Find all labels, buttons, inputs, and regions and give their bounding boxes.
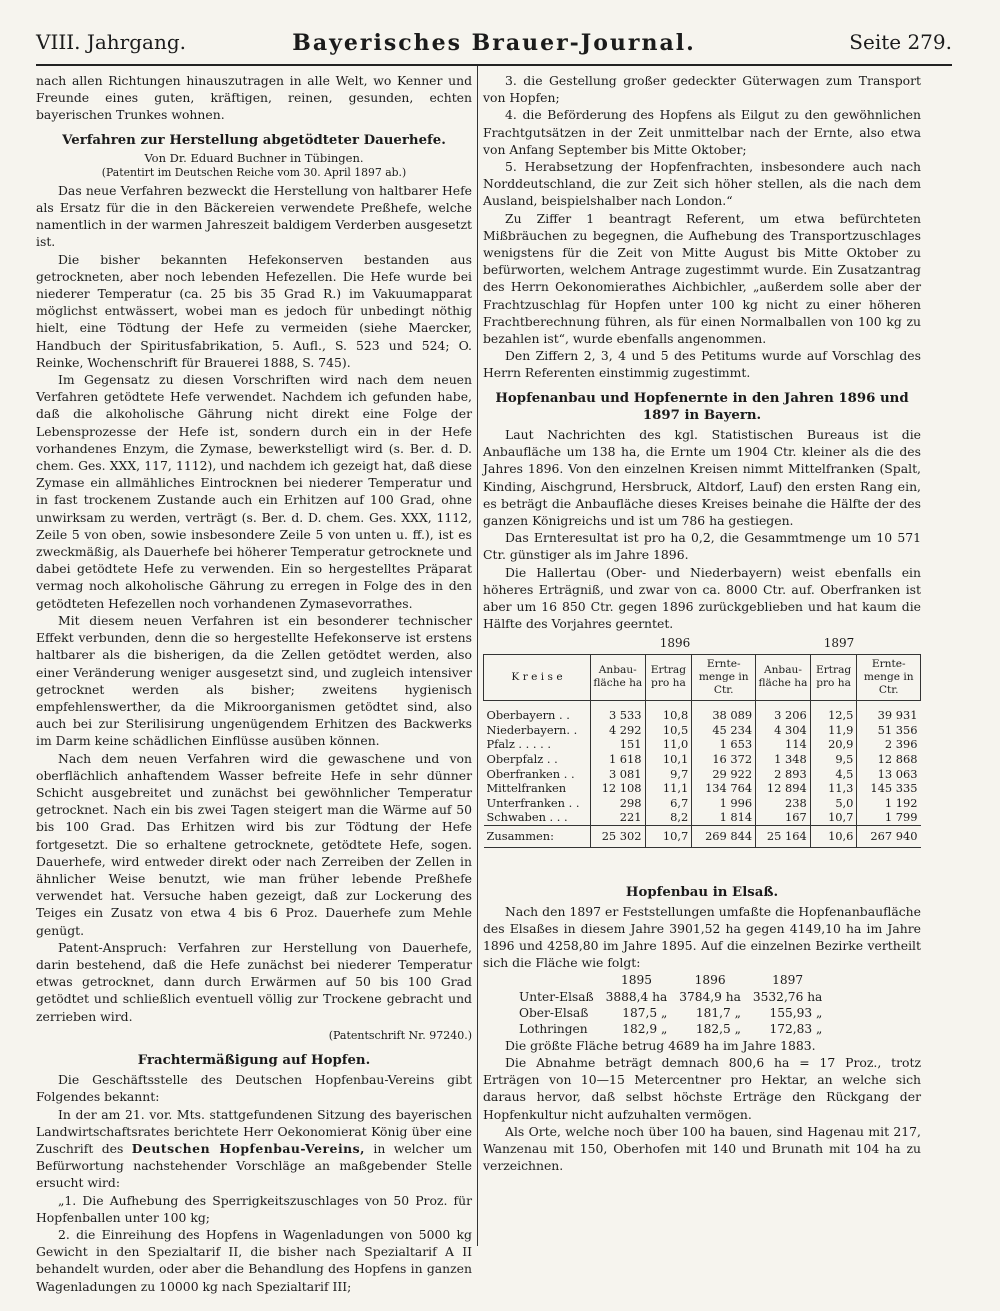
- column-header: Ernte-menge in Ctr.: [857, 654, 921, 700]
- table-cell: 38 089: [692, 708, 756, 723]
- paragraph: „1. Die Aufhebung des Sperrigkeitszuschlages von 50 Proz. für Hopfenballen unter 100 kg;: [36, 1192, 472, 1225]
- table-spacer-row: [484, 700, 921, 708]
- table-cell: 16 372: [692, 752, 756, 767]
- column-header: Anbau-fläche ha: [756, 654, 811, 700]
- table-cell: 9,5: [810, 752, 857, 767]
- table-row: [484, 781, 921, 796]
- table-cell: 5,0: [810, 796, 857, 811]
- paragraph: Im Gegensatz zu diesen Vorschriften wird nach dem neuen Verfahren getödtete Hefe verwendet. Nachdem ich gefunden habe, daß die alkoholische Gährung nicht direkt eine Folge der Lebensprozesse der Hefe ist, sondern durch ein in der Hefe vorhandenes Enzym, die Zymase, bewerkstelligt wird (s. Ber. d. D. chem. Ges. XXX, 117, 1112), und nachdem ich gezeigt hat, daß diese Zymase ein allmähliches Eintrocknen bei niederer Temperatur und in fast trockenem Zustande auch ein Erhitzen auf 100 Grad, ohne unwirksam zu werden, verträgt (s. Ber. d. D. chem. Ges. XXX, 1112, Zeile 5 von oben, sowie insbesondere Zeile 5 von unten u. ff.), ist es zweckmäßig, als Dauerhefe bei höherer Temperatur getrocknete und dabei getödtete Hefe zu verwenden. Ein so hergestelltes Präparat vermag noch alkoholische Gährung zu erregen in Folge des in den getödteten Hefezellen noch vorhandenen Zymasevorrathes.: [36, 372, 472, 611]
- paragraph: Nach den 1897 er Feststellungen umfaßte die Hopfenanbaufläche des Elsaßes in diesem Jahre 3901,52 ha gegen 4149,10 ha im Jahre 1896 und 4258,80 im Jahre 1895. Auf die einzelnen Bezirke vertheilt sich die Fläche wie folgt:: [483, 903, 921, 971]
- table-cell: 12 894: [756, 781, 811, 796]
- table-row: [484, 723, 921, 738]
- table-cell: Unter-Elsaß: [519, 989, 594, 1004]
- table-cell: 3 533: [591, 708, 646, 723]
- table-cell: 134 764: [692, 781, 756, 796]
- hop-table-years: [483, 635, 921, 652]
- table-cell: 11,1: [645, 781, 692, 796]
- table-cell: 12,5: [810, 708, 857, 723]
- paragraph: Die Geschäftsstelle des Deutschen Hopfenbau-Vereins gibt Folgendes bekannt:: [36, 1072, 472, 1105]
- table-cell: Niederbayern. .: [486, 722, 578, 737]
- year-1896: 1896: [659, 635, 691, 650]
- paragraph: Als Orte, welche noch über 100 ha bauen, sind Hagenau mit 217, Wanzenau mit 150, Oberhofen mit 140 und Brunath mit 104 ha zu verzeichnen.: [483, 1123, 921, 1174]
- table-cell: 1 618: [591, 752, 646, 767]
- table-cell: 13 063: [857, 767, 921, 782]
- table-cell: 51 356: [857, 723, 921, 738]
- table-cell: 151: [591, 737, 646, 752]
- table-cell: 221: [591, 810, 646, 825]
- paragraph: 5. Herabsetzung der Hopfenfrachten, insbesondere auch nach Norddeutschland, die zur Zeit sich höher stellen, als die nach dem Ausland, beispielshalber nach London.“: [483, 159, 921, 209]
- article-heading-elsass: Hopfenbau in Elsaß.: [625, 884, 779, 900]
- table-cell: 39 931: [857, 708, 921, 723]
- paragraph: Das neue Verfahren bezweckt die Herstellung von haltbarer Hefe als Ersatz für die in den Bäckereien verwendete Preßhefe, welche namentlich in der warmen Jahreszeit baldigem Verderben ausgesetzt ist.: [36, 182, 472, 250]
- table-row: [513, 1005, 828, 1021]
- table-cell: 10,7: [810, 810, 857, 825]
- table-cell: 4 304: [756, 723, 811, 738]
- table-cell: 10,8: [645, 708, 692, 723]
- paragraph: 4. die Beförderung des Hopfens als Eilgut zu den gewöhnlichen Frachtgutsätzen in der Zeit unmittelbar nach der Ernte, also etwa von Anfang September bis Mitte Oktober;: [483, 107, 921, 157]
- table-cell: 12 108: [591, 781, 646, 796]
- table-cell: Schwaben . . .: [486, 810, 568, 825]
- table-cell: 155,93 „: [769, 1005, 823, 1020]
- table-cell: 11,3: [810, 781, 857, 796]
- paragraph: Die bisher bekannten Hefekonserven bestanden aus getrockneten, aber noch lebenden Hefezellen. Die Hefe wurde bei niederer Temperatur (ca. 25 bis 35 Grad R.) im Vakuumapparat möglichst entwässert, wobei man es jedoch für unbedingt nöthig hielt, eine Tödtung der Hefe zu vermeiden (siehe Maercker, Handbuch der Spiritusfabrikation, 5. Aufl., S. 523 und 524; O. Reinke, Wochenschrift für Brauerei 1888, S. 745).: [36, 251, 472, 370]
- table-cell: 181,7 „: [695, 1005, 741, 1020]
- column-header: Ernte-menge in Ctr.: [692, 654, 756, 700]
- table-cell: 1 996: [692, 796, 756, 811]
- paragraph: Zu Ziffer 1 beantragt Referent, um etwa befürchteten Mißbräuchen zu begegnen, die Aufhebung des Transportzuschlages wenigstens für die Zeit von Mitte August bis Mitte Oktober zu befürworten, welchem Antrage zugestimmt wurde. Ein Zusatzantrag des Herrn Oekonomierathes Aichbichler, „außerdem solle aber der Frachtzuschlag für Hopfen unter 100 kg nicht zu einer höheren Frachtberechnung führen, als für einen Normalballen von 100 kg zu bezahlen ist“, wurde ebenfalls angenommen.: [483, 210, 921, 347]
- table-header-row: [484, 654, 921, 700]
- table-cell: 45 234: [692, 723, 756, 738]
- table-row: [484, 752, 921, 767]
- table-cell: 1897: [772, 972, 804, 987]
- table-cell: 11,0: [645, 737, 692, 752]
- paragraph: nach allen Richtungen hinauszutragen in alle Welt, wo Kenner und Freunde eines guten, kräftigen, reinen, gesunden, echten bayerischen Trunkes wohnen.: [36, 73, 472, 123]
- table-row: [484, 810, 921, 825]
- patent-note: (Patentirt im Deutschen Reiche vom 30. April 1897 ab.): [101, 165, 407, 179]
- table-cell: 182,5 „: [695, 1021, 741, 1036]
- table-cell: 10,1: [645, 752, 692, 767]
- table-cell: 3532,76 ha: [752, 989, 823, 1004]
- page-number: Seite 279.: [849, 30, 952, 54]
- column-header-kreise: K r e i s e: [484, 654, 591, 700]
- article-heading-hopfenanbau: Hopfenanbau und Hopfenernte in den Jahren 1896 und 1897 in Bayern.: [495, 390, 909, 423]
- table-cell: 238: [756, 796, 811, 811]
- paragraph-part: In der am 21. vor. Mts. stattgefundenen Sitzung des bayerischen Landwirtschaftsrates berichtete Herr Oekonomierat König über eine Zuschrift des: [36, 1106, 472, 1156]
- table-row: [484, 767, 921, 782]
- table-header-row: [513, 972, 828, 989]
- table-cell: 3 081: [591, 767, 646, 782]
- table-cell: 3888,4 ha: [605, 989, 668, 1004]
- left-column: [36, 72, 472, 1295]
- table-cell: 1895: [620, 972, 652, 987]
- table-cell: 6,7: [645, 796, 692, 811]
- paragraph: Die größte Fläche betrug 4689 ha im Jahre 1883.: [505, 1037, 816, 1053]
- paragraph: Nach dem neuen Verfahren wird die gewaschene und von oberflächlich anhaftendem Wasser befreite Hefe in sehr dünner Schicht ausgebreitet und zunächst bei gewöhnlicher Temperatur getrocknet. Nach ein bis zwei Tagen steigert man die Wärme auf 50 bis 100 Grad. Das Erhitzen wird bis zur Tödtung der Hefe fortgesetzt. Die so erhaltene getrocknete, getödtete Hefe, sogen. Dauerhefe, wird entweder direkt oder nach Zerreiben der Zellen in ähnlicher Weise benutzt, wie man früher lebende Preßhefe verwendet hat. Versuche haben gezeigt, daß zur Lockerung des Teiges ein Zusatz von etwa 4 bis 6 Proz. Dauerhefe zum Mehle genügt.: [36, 750, 472, 938]
- table-cell: Oberbayern . .: [486, 708, 570, 723]
- table-row: [513, 1021, 828, 1037]
- table-total-row: [484, 825, 921, 847]
- hop-statistics-table: [483, 654, 921, 848]
- paragraph: Die Hallertau (Ober- und Niederbayern) weist ebenfalls ein höheres Erträgniß, und zwar von ca. 8000 Ctr. auf. Oberfranken ist aber um 16 850 Ctr. gegen 1896 zurückgeblieben und hat kaum die Hälfte des Vorjahres geerntet.: [483, 564, 921, 632]
- table-cell: 10,7: [645, 825, 692, 847]
- table-cell: Ober-Elsaß: [519, 1005, 589, 1020]
- table-cell: 114: [756, 737, 811, 752]
- table-cell: 10,5: [645, 723, 692, 738]
- column-divider: [477, 66, 478, 1246]
- article-author: Von Dr. Eduard Buchner in Tübingen.: [144, 150, 364, 165]
- table-cell: 10,6: [810, 825, 857, 847]
- paragraph: Patent-Anspruch: Verfahren zur Herstellung von Dauerhefe, darin bestehend, daß die Hefe zunächst bei niederer Temperatur etwas getrocknet, dann durch Erwärmen auf 50 bis 100 Grad getödtet und schließlich eventuell völlig zur Trockene gebracht und zerrieben wird.: [36, 939, 472, 1024]
- table-cell: 12 868: [857, 752, 921, 767]
- table-cell: 1 814: [692, 810, 756, 825]
- column-header: Ertrag pro ha: [810, 654, 857, 700]
- table-cell: Unterfranken . .: [486, 795, 580, 810]
- journal-title: Bayerisches Brauer-Journal.: [292, 30, 696, 56]
- table-cell: 3 206: [756, 708, 811, 723]
- table-cell: 8,2: [645, 810, 692, 825]
- table-cell: 1 192: [857, 796, 921, 811]
- table-cell: 167: [756, 810, 811, 825]
- paragraph: Laut Nachrichten des kgl. Statistischen Bureaus ist die Anbaufläche um 138 ha, die Ernte um 1904 Ctr. kleiner als die des Jahres 1896. Von den einzelnen Kreisen nimmt Mittelfranken (Spalt, Kinding, Aischgrund, Hersbruck, Altdorf, Lauf) den ersten Rang ein, es beträgt die Anbaufläche dieses Kreises beinahe die Hälfte der des ganzen Königreichs und ist um 786 ha gestiegen.: [483, 427, 921, 529]
- patentschrift-ref: (Patentschrift Nr. 97240.): [328, 1028, 472, 1042]
- emphasis-hopfenbau-verein: Deutschen Hopfenbau-Vereins,: [131, 1140, 365, 1156]
- table-cell: 2 893: [756, 767, 811, 782]
- table-row: [513, 989, 828, 1005]
- paragraph: Mit diesem neuen Verfahren ist ein besonderer technischer Effekt verbunden, denn die so hergestellte Hefekonserve ist erstens haltbarer als die bisherigen, da die Zellen getödtet werden, also einer Veränderung weniger ausgesetzt sind, und zugleich intensiver getrocknet werden als bisher; zweitens hygienisch empfehlenswerther, da die Mikroorganismen getödtet sind, also auch bei zur Sterilisirung ungenügendem Erhitzen des Backwerks im Darm keine schädlichen Einflüsse ausüben können.: [36, 612, 472, 749]
- table-cell: 298: [591, 796, 646, 811]
- paragraph: Das Ernteresultat ist pro ha 0,2, die Gesammtmenge um 10 571 Ctr. günstiger als im Jahre 1896.: [483, 530, 921, 563]
- article-heading-dauerhefe: Verfahren zur Herstellung abgetödteter Dauerhefe.: [62, 132, 446, 148]
- table-cell: 11,9: [810, 723, 857, 738]
- paragraph: [36, 1106, 472, 1192]
- table-cell: 182,9 „: [622, 1021, 668, 1036]
- column-header: Ertrag pro ha: [645, 654, 692, 700]
- spacer: [483, 635, 593, 652]
- volume-label: VIII. Jahrgang.: [36, 30, 187, 54]
- table-cell: Mittelfranken: [486, 781, 567, 796]
- table-cell: Lothringen: [519, 1021, 588, 1036]
- table-row: [484, 708, 921, 723]
- header-rule: [36, 64, 952, 66]
- elsass-area-table: [513, 972, 828, 1037]
- paragraph: 3. die Gestellung großer gedeckter Güterwagen zum Transport von Hopfen;: [483, 73, 921, 106]
- table-row: [484, 737, 921, 752]
- table-cell: 4,5: [810, 767, 857, 782]
- article-heading-fracht: Frachtermäßigung auf Hopfen.: [137, 1052, 371, 1068]
- column-header: Anbau-fläche ha: [591, 654, 646, 700]
- table-cell: 145 335: [857, 781, 921, 796]
- table-cell: Oberfranken . .: [486, 766, 575, 781]
- paragraph: Den Ziffern 2, 3, 4 und 5 des Petitums wurde auf Vorschlag des Herrn Referenten einstimmig zugestimmt.: [483, 348, 921, 381]
- table-cell: 172,83 „: [769, 1021, 823, 1036]
- table-cell: 1 799: [857, 810, 921, 825]
- table-cell: 1 348: [756, 752, 811, 767]
- paragraph: Die Abnahme beträgt demnach 800,6 ha = 17 Proz., trotz Erträgen von 10—15 Metercentner pro Hektar, an welche sich daraus hervor, daß selbst höchste Erträge den Rückgang der Hopfenkultur nicht aufzuhalten vermögen.: [483, 1054, 921, 1122]
- year-1897: 1897: [823, 635, 855, 650]
- table-cell: 1896: [694, 972, 726, 987]
- table-cell: 2 396: [857, 737, 921, 752]
- table-cell: 4 292: [591, 723, 646, 738]
- table-cell: 3784,9 ha: [679, 989, 741, 1004]
- table-cell: Zusammen:: [484, 825, 591, 847]
- table-cell: 269 844: [692, 825, 756, 847]
- table-cell: 1 653: [692, 737, 756, 752]
- table-cell: 9,7: [645, 767, 692, 782]
- table-cell: Pfalz . . . . .: [486, 737, 552, 752]
- table-cell: 29 922: [692, 767, 756, 782]
- table-cell: 267 940: [857, 825, 921, 847]
- table-row: [484, 796, 921, 811]
- table-cell: 20,9: [810, 737, 857, 752]
- page-header: [36, 30, 952, 60]
- paragraph: 2. die Einreihung des Hopfens in Wagenladungen von 5000 kg Gewicht in den Spezialtarif II, die bisher nach Spezialtarif A II behandelt wurden, oder aber die Behandlung des Hopfens in ganzen Wagenladungen zu 10000 kg nach Spezialtarif III;: [36, 1227, 472, 1294]
- paragraph-part: in welcher um Befürwortung nachstehender Vorschläge an maßgebender Stelle ersucht wird:: [36, 1140, 472, 1191]
- table-cell: 187,5 „: [622, 1005, 668, 1020]
- table-cell: Oberpfalz . .: [486, 751, 558, 766]
- right-column: [483, 72, 921, 1174]
- table-cell: 25 302: [591, 825, 646, 847]
- table-cell: 25 164: [756, 825, 811, 847]
